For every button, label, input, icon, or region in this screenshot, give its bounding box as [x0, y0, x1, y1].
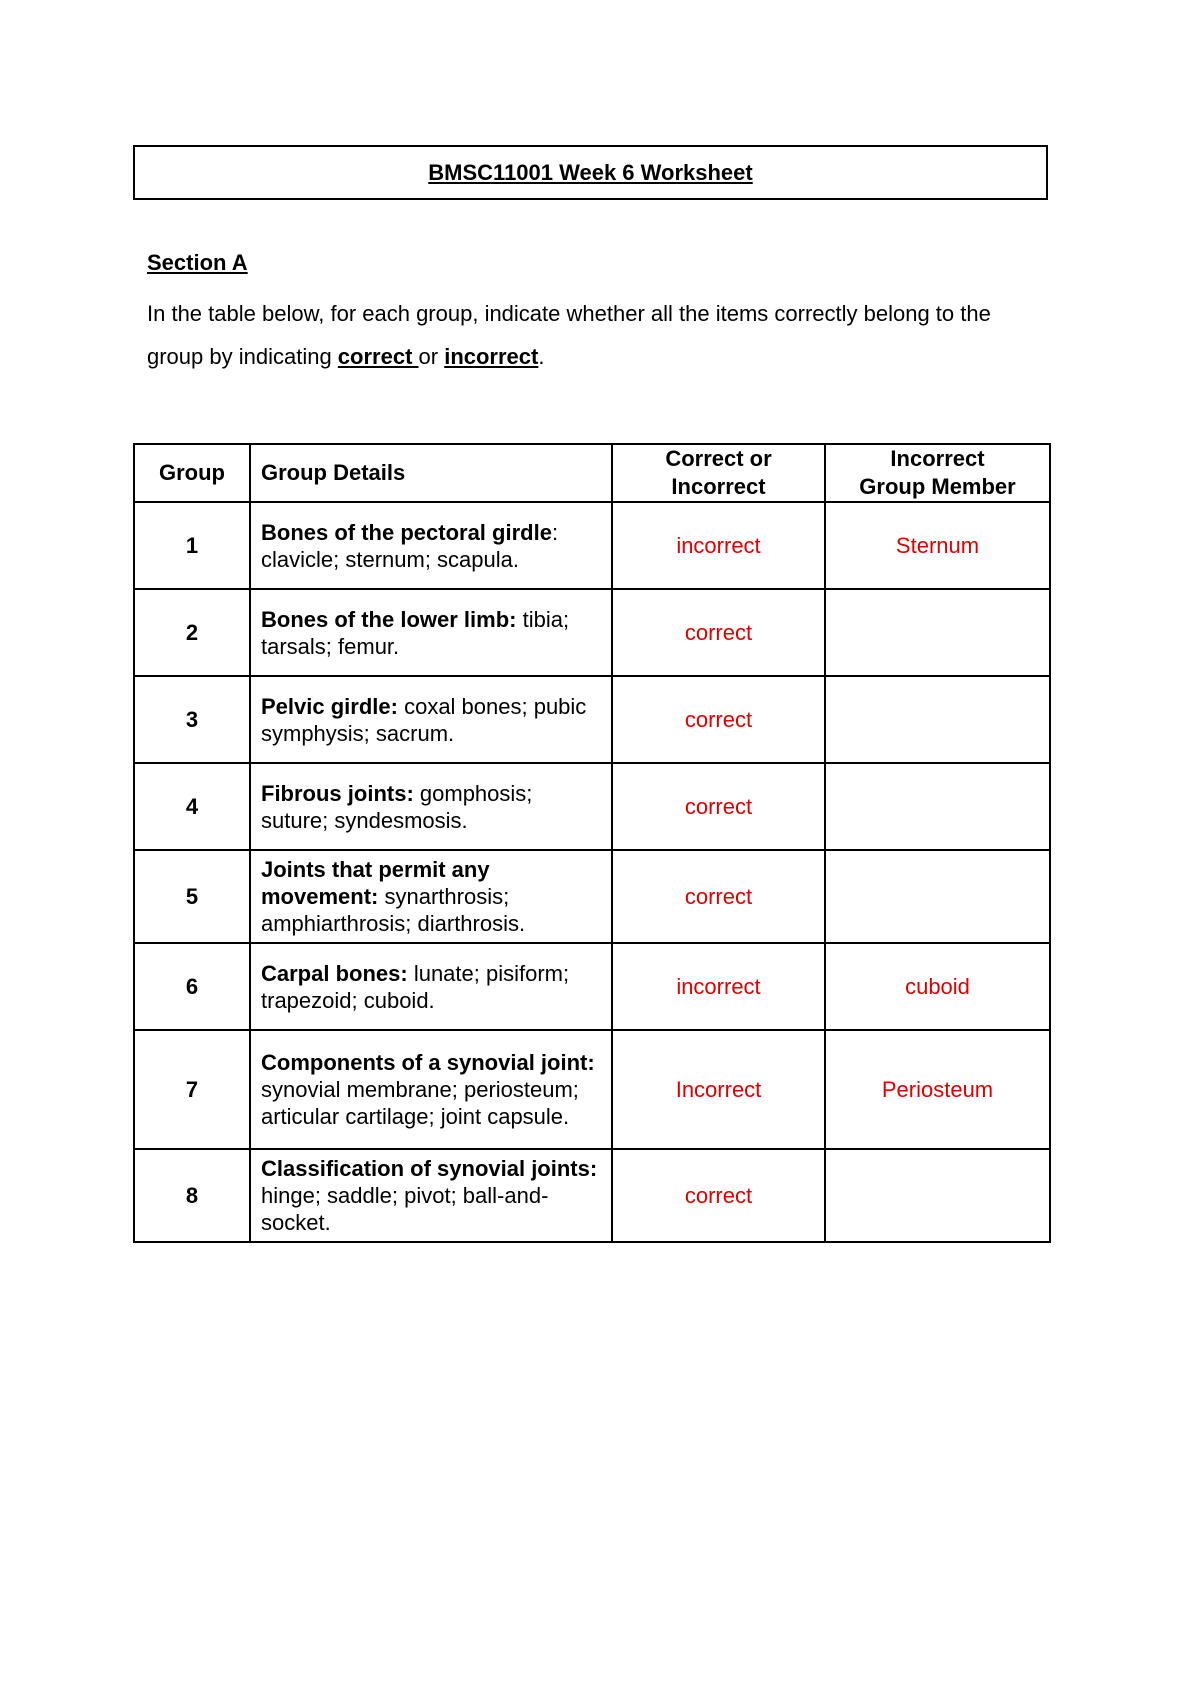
group-items: hinge; saddle; pivot; ball-and-socket. — [261, 1183, 549, 1235]
instructions-text: In the table below, for each group, indicate whether all the items correctly belong to the group by indicating — [147, 301, 991, 369]
incorrect-member-cell — [825, 589, 1050, 676]
group-number: 2 — [134, 589, 250, 676]
group-items: synarthrosis; amphiarthrosis; diarthrosis. — [261, 884, 526, 936]
group-items: tibia; tarsals; femur. — [261, 606, 570, 659]
header-group-details: Group Details — [250, 444, 612, 502]
incorrect-member-cell — [825, 850, 1050, 943]
answer-cell: correct — [612, 1149, 825, 1242]
answer-cell: correct — [612, 763, 825, 850]
incorrect-member-cell: Periosteum — [825, 1030, 1050, 1149]
group-items: lunate; pisiform; trapezoid; cuboid. — [261, 960, 570, 1013]
incorrect-member-cell — [825, 676, 1050, 763]
table-row — [134, 850, 1050, 943]
incorrect-keyword: incorrect — [444, 344, 539, 369]
worksheet-table — [133, 443, 1051, 1243]
worksheet-title: BMSC11001 Week 6 Worksheet — [428, 159, 753, 185]
correct-keyword: correct — [337, 344, 419, 369]
group-details — [250, 1030, 612, 1149]
group-title: Classification of synovial joints: — [261, 1156, 598, 1181]
table-row — [134, 1149, 1050, 1242]
group-number: 8 — [134, 1149, 250, 1242]
group-details — [250, 943, 612, 1030]
group-separator: : — [551, 519, 559, 545]
group-title: Fibrous joints: — [261, 780, 414, 806]
group-items: clavicle; sternum; scapula. — [261, 546, 519, 572]
group-number: 5 — [134, 850, 250, 943]
incorrect-member-cell — [825, 1149, 1050, 1242]
group-number: 7 — [134, 1030, 250, 1149]
table-row — [134, 943, 1050, 1030]
header-group: Group — [134, 444, 250, 502]
group-title: Components of a synovial joint: — [261, 1050, 595, 1075]
header-incorrect-group-member: Incorrect Group Member — [825, 444, 1050, 502]
group-title: Bones of the lower limb: — [261, 606, 517, 632]
worksheet-title-box — [133, 145, 1048, 200]
incorrect-member-cell: Sternum — [825, 502, 1050, 589]
group-items: gomphosis; suture; syndesmosis. — [261, 780, 533, 833]
group-number: 3 — [134, 676, 250, 763]
group-title: Joints that permit any movement: — [261, 857, 490, 909]
answer-cell: correct — [612, 676, 825, 763]
group-details — [250, 589, 612, 676]
answer-cell: Incorrect — [612, 1030, 825, 1149]
group-items: coxal bones; pubic symphysis; sacrum. — [261, 693, 587, 746]
group-title: Pelvic girdle: — [261, 693, 398, 719]
answer-cell: correct — [612, 589, 825, 676]
group-details — [250, 763, 612, 850]
group-number: 4 — [134, 763, 250, 850]
header-correct-or-incorrect: Correct or Incorrect — [612, 444, 825, 502]
group-title: Bones of the pectoral girdle — [261, 519, 552, 545]
table-row — [134, 589, 1050, 676]
group-number: 6 — [134, 943, 250, 1030]
group-items: synovial membrane; periosteum; articular cartilage; joint capsule. — [261, 1077, 579, 1129]
group-details — [250, 676, 612, 763]
instructions-middle: or — [418, 344, 445, 369]
answer-cell: incorrect — [612, 502, 825, 589]
table-row — [134, 1030, 1050, 1149]
group-details — [250, 502, 612, 589]
table-header-row — [134, 444, 1050, 502]
group-details — [250, 1149, 612, 1242]
answer-cell: correct — [612, 850, 825, 943]
answer-cell: incorrect — [612, 943, 825, 1030]
instructions-end: . — [538, 344, 545, 369]
table-row — [134, 502, 1050, 589]
section-instructions — [147, 292, 1052, 378]
table-row — [134, 676, 1050, 763]
table-row — [134, 763, 1050, 850]
group-title: Carpal bones: — [261, 960, 408, 986]
incorrect-member-cell — [825, 763, 1050, 850]
group-details — [250, 850, 612, 943]
incorrect-member-cell: cuboid — [825, 943, 1050, 1030]
group-number: 1 — [134, 502, 250, 589]
section-heading: Section A — [147, 250, 248, 275]
